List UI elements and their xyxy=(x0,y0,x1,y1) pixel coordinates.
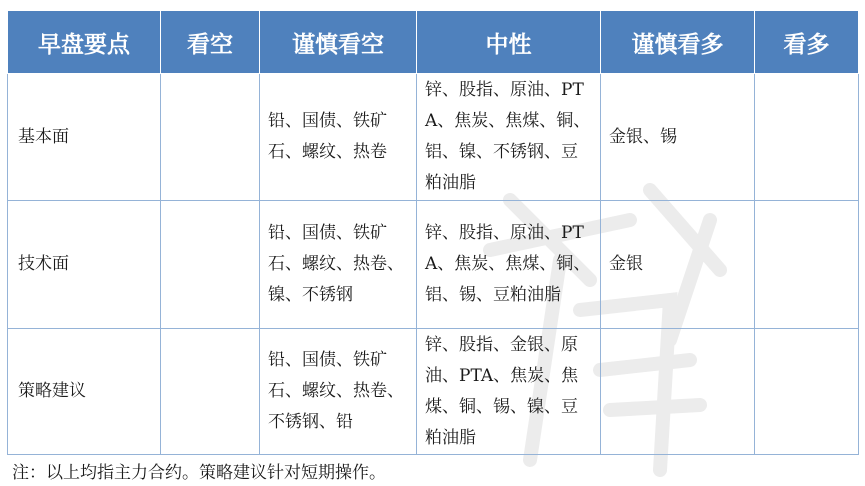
header-neutral: 中性 xyxy=(417,11,601,74)
cell-cautious-bullish xyxy=(601,329,755,455)
cell-bullish xyxy=(755,74,859,201)
row-label: 策略建议 xyxy=(8,329,161,455)
cell-bullish xyxy=(755,201,859,329)
outlook-table xyxy=(7,10,859,455)
cell-neutral: 锌、股指、原油、PTA、焦炭、焦煤、铜、铝、锡、豆粕油脂 xyxy=(417,201,601,329)
header-bearish: 看空 xyxy=(161,11,260,74)
header-cautious-bearish: 谨慎看空 xyxy=(260,11,417,74)
cell-cautious-bearish: 铅、国债、铁矿石、螺纹、热卷、镍、不锈钢 xyxy=(260,201,417,329)
cell-neutral: 锌、股指、原油、PTA、焦炭、焦煤、铜、铝、镍、不锈钢、豆粕油脂 xyxy=(417,74,601,201)
table-row-strategy xyxy=(8,329,859,455)
cell-cautious-bearish: 铅、国债、铁矿石、螺纹、热卷、不锈钢、铅 xyxy=(260,329,417,455)
cell-cautious-bullish: 金银、锡 xyxy=(601,74,755,201)
cell-cautious-bullish: 金银 xyxy=(601,201,755,329)
row-label: 基本面 xyxy=(8,74,161,201)
cell-neutral: 锌、股指、金银、原油、PTA、焦炭、焦煤、铜、锡、镍、豆粕油脂 xyxy=(417,329,601,455)
row-label: 技术面 xyxy=(8,201,161,329)
cell-bearish xyxy=(161,201,260,329)
cell-cautious-bearish: 铅、国债、铁矿石、螺纹、热卷 xyxy=(260,74,417,201)
header-cautious-bullish: 谨慎看多 xyxy=(601,11,755,74)
table-row-technicals xyxy=(8,201,859,329)
cell-bullish xyxy=(755,329,859,455)
table-row-fundamentals xyxy=(8,74,859,201)
cell-bearish xyxy=(161,74,260,201)
footnote: 注：以上均指主力合约。策略建议针对短期操作。 xyxy=(12,463,386,483)
header-row xyxy=(8,11,859,74)
cell-bearish xyxy=(161,329,260,455)
header-bullish: 看多 xyxy=(755,11,859,74)
header-morning-points: 早盘要点 xyxy=(8,11,161,74)
